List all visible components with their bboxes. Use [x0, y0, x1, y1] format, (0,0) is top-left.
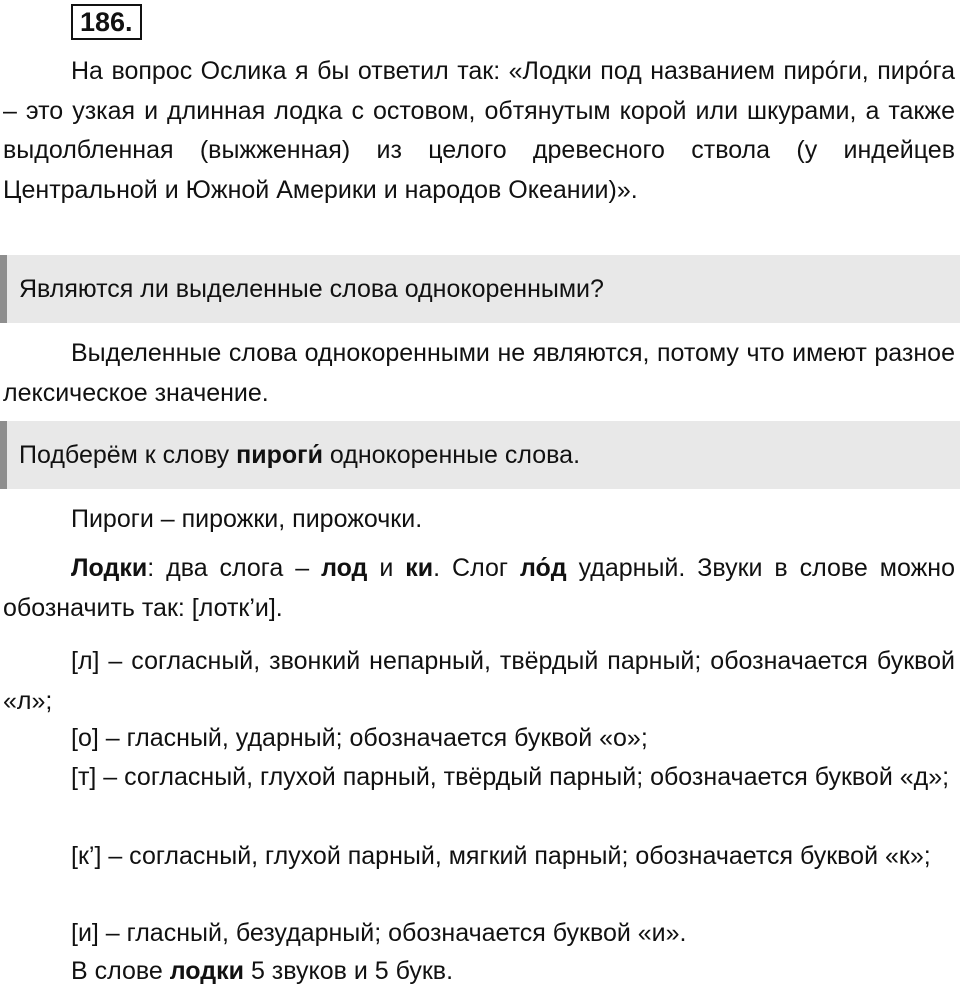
- answer-2-paragraph: Пироги – пирожки, пирожочки.: [71, 505, 423, 533]
- sound-item: [к’] – согласный, глухой парный, мягкий парный; обозначается буквой «к»;: [71, 842, 931, 870]
- summary-paragraph: В слове лодки 5 звуков и 5 букв.: [71, 957, 454, 985]
- question-box-2: [0, 421, 960, 489]
- answer-paragraph: На вопрос Ослика я бы ответил так: «Лодки под названием пиро́ги, пиро́га – это узкая и длинная лодка с остовом, обтянутым корой или шкурами, а также выдолбленная (выжженная) из целого древесного ствола (у индейцев Центральной и Южной Америки и народов Океании)».: [3, 57, 955, 204]
- sound-item: [л] – согласный, звонкий непарный, твёрдый парный; обозначается буквой «л»;: [3, 647, 955, 715]
- answer-1-paragraph: Выделенные слова однокоренными не являются, потому что имеют разное лексическое значение.: [3, 339, 955, 407]
- syllables-paragraph: Лодки: два слога – лод и ки. Слог ло́д ударный. Звуки в слове можно обозначить так: [лотк’и].: [3, 554, 955, 622]
- question-2-text: Подберём к слову пироги́ однокоренные слова.: [19, 440, 581, 469]
- sound-item: [и] – гласный, безударный; обозначается буквой «и».: [71, 919, 687, 947]
- question-1-text: Являются ли выделенные слова однокоренными?: [19, 274, 604, 303]
- sound-item: [о] – гласный, ударный; обозначается буквой «о»;: [71, 724, 648, 752]
- sound-item: [т] – согласный, глухой парный, твёрдый парный; обозначается буквой «д»;: [71, 763, 950, 791]
- highlighted-word: пироги́: [236, 440, 323, 469]
- exercise-number: 186.: [71, 4, 142, 40]
- question-box-1: [0, 255, 960, 323]
